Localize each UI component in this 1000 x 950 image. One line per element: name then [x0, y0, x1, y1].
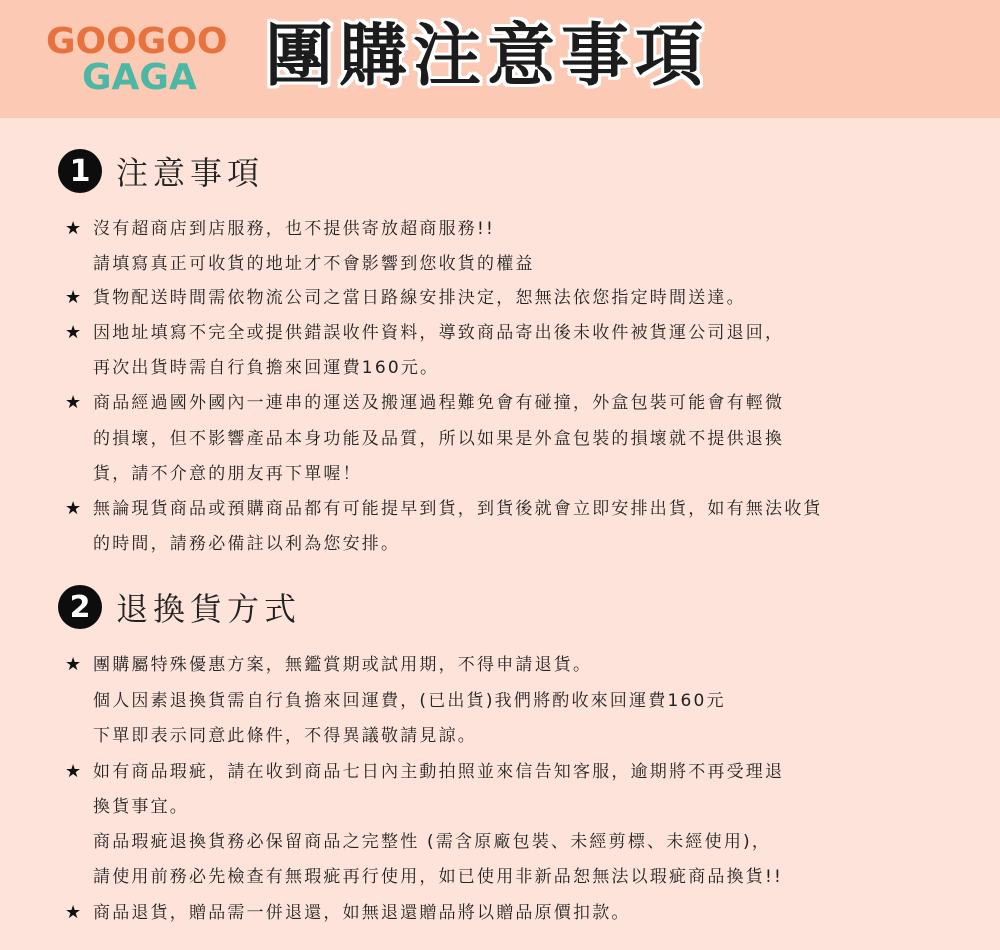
star-bullet-icon: ★ — [65, 761, 82, 782]
star-bullet-icon: ★ — [65, 218, 82, 239]
star-bullet-icon: ★ — [65, 654, 82, 675]
list-item: 商品瑕疵退換貨務必保留商品之完整性 (需含原廠包裝、未經剪標、未經使用)， — [93, 832, 772, 852]
list-item: 再次出貨時需自行負擔來回運費160元。 — [93, 358, 440, 378]
list-item: 換貨事宜。 — [93, 797, 189, 817]
page-title: 團購注意事項 — [265, 17, 710, 96]
list-item: 商品退貨，贈品需一併退還，如無退還贈品將以贈品原價扣款。 — [93, 903, 631, 923]
list-item: 的損壞，但不影響產品本身功能及品質，所以如果是外盒包裝的損壞就不提供退換 — [93, 429, 785, 449]
list-item: 下單即表示同意此條件，不得異議敬請見諒。 — [93, 726, 477, 746]
logo-text-bottom: GAGA — [82, 57, 197, 98]
section-2-heading — [58, 585, 301, 629]
list-item: 團購屬特殊優惠方案，無鑑賞期或試用期，不得申請退貨。 — [93, 655, 593, 675]
section-1-title: 注意事項 — [116, 154, 265, 192]
section-1-heading — [58, 149, 264, 193]
section-1-number-badge: 1 — [58, 149, 102, 193]
list-item: 貨物配送時間需依物流公司之當日路線安排決定，恕無法依您指定時間送達。 — [93, 288, 746, 308]
list-item: 沒有超商店到店服務，也不提供寄放超商服務!! — [93, 219, 496, 239]
star-bullet-icon: ★ — [65, 498, 82, 519]
brand-logo — [46, 21, 228, 98]
list-item: 如有商品瑕疵，請在收到商品七日內主動拍照並來信告知客服，逾期將不再受理退 — [93, 762, 785, 782]
list-item: 商品經過國外國內一連串的運送及搬運過程難免會有碰撞，外盒包裝可能會有輕微 — [93, 393, 785, 413]
list-item: 的時間，請務必備註以利為您安排。 — [93, 534, 401, 554]
list-item: 個人因素退換貨需自行負擔來回運費，(已出貨)我們將酌收來回運費160元 — [93, 691, 726, 711]
section-2-number-badge: 2 — [58, 585, 102, 629]
list-item: 無論現貨商品或預購商品都有可能提早到貨，到貨後就會立即安排出貨，如有無法收貨 — [93, 499, 823, 519]
star-bullet-icon: ★ — [65, 392, 82, 413]
header-banner — [0, 0, 1000, 118]
list-item: 因地址填寫不完全或提供錯誤收件資料，導致商品寄出後未收件被貨運公司退回， — [93, 323, 785, 343]
star-bullet-icon: ★ — [65, 322, 82, 343]
list-item: 請使用前務必先檢查有無瑕疵再行使用，如已使用非新品恕無法以瑕疵商品換貨!! — [93, 867, 784, 887]
list-item: 請填寫真正可收貨的地址才不會影響到您收貨的權益 — [93, 254, 535, 274]
section-2-title: 退換貨方式 — [116, 590, 302, 628]
list-item: 貨，請不介意的朋友再下單喔！ — [93, 464, 362, 484]
star-bullet-icon: ★ — [65, 902, 82, 923]
star-bullet-icon: ★ — [65, 287, 82, 308]
logo-text-top: GOOGOO — [46, 21, 228, 62]
